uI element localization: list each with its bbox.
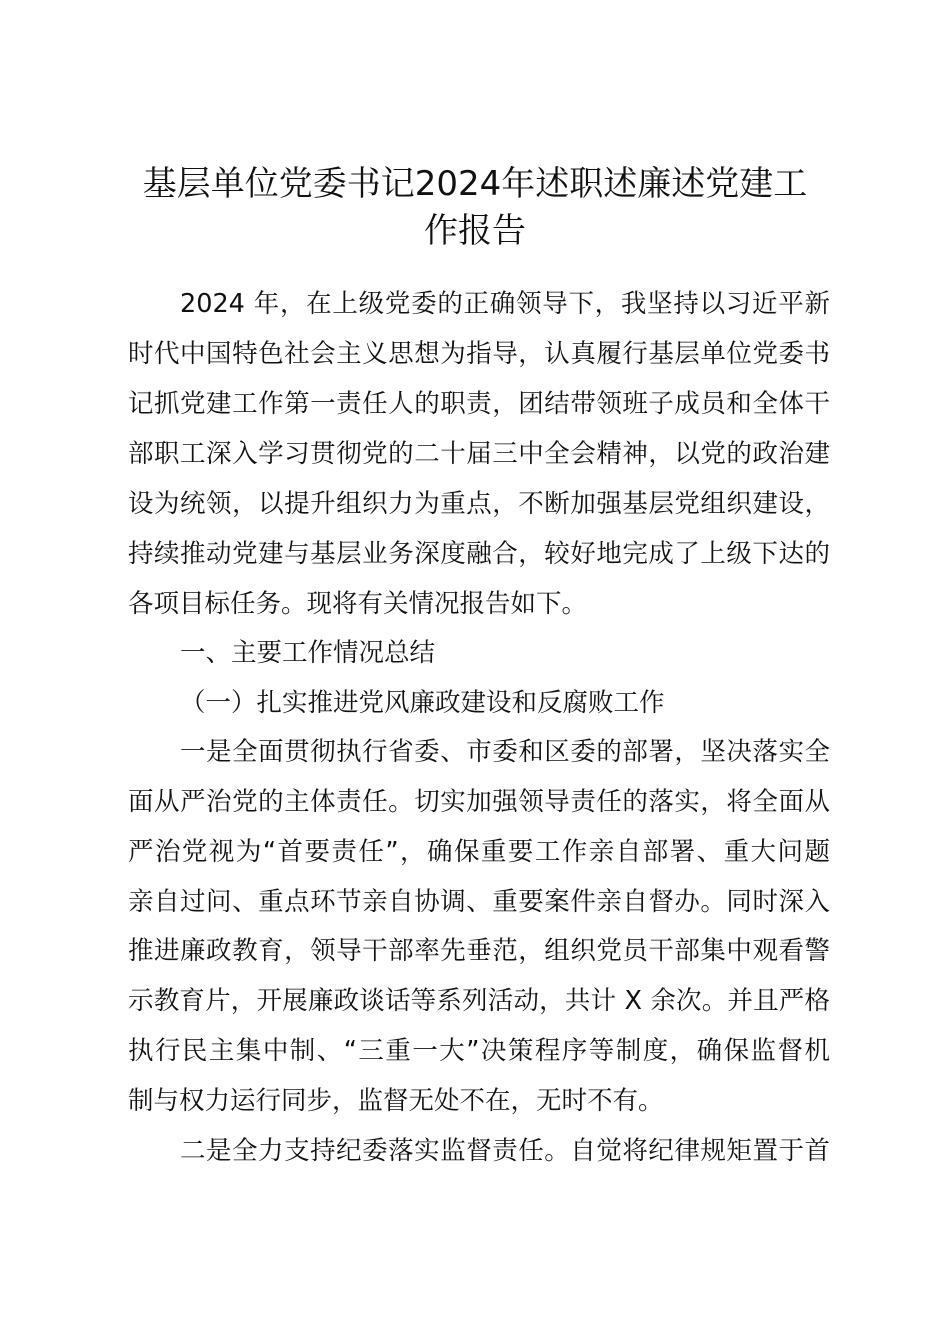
text-line: 执行民主集中制、“三重一大”决策程序等制度，确保监督机 <box>128 1036 830 1066</box>
subsection-heading: （一）扎实推进党风廉政建设和反腐败工作 <box>180 688 665 718</box>
section-heading: 一、主要工作情况总结 <box>180 638 436 668</box>
text-line: 各项目标任务。现将有关情况报告如下。 <box>128 589 588 619</box>
text-line: 亲自过问、重点环节亲自协调、重要案件亲自督办。同时深入 <box>128 887 830 917</box>
text-line: 示教育片，开展廉政谈话等系列活动，共计 X 余次。并且严格 <box>128 986 830 1016</box>
text-line: 部职工深入学习贯彻党的二十届三中全会精神，以党的政治建 <box>128 439 830 469</box>
text-line: 制与权力运行同步，监督无处不在，无时不有。 <box>128 1086 664 1116</box>
text-line: 严治党视为“首要责任”，确保重要工作亲自部署、重大问题 <box>128 837 830 867</box>
text-line: 持续推动党建与基层业务深度融合，较好地完成了上级下达的 <box>128 539 830 569</box>
text-line: 一是全面贯彻执行省委、市委和区委的部署，坚决落实全 <box>180 737 830 767</box>
document-title-line-2: 作报告 <box>424 211 526 251</box>
text-line: 记抓党建工作第一责任人的职责，团结带领班子成员和全体干 <box>128 389 830 419</box>
paragraph-point-two-line: 二是全力支持纪委落实监督责任。自觉将纪律规矩置于首 <box>180 1136 830 1166</box>
text-line: 设为统领，以提升组织力为重点，不断加强基层党组织建设， <box>128 489 830 519</box>
text-line: 时代中国特色社会主义思想为指导，认真履行基层单位党委书 <box>128 339 830 369</box>
text-line: 推进廉政教育，领导干部率先垂范，组织党员干部集中观看警 <box>128 936 830 966</box>
text-line: 面从严治党的主体责任。切实加强领导责任的落实，将全面从 <box>128 787 830 817</box>
document-title-line-1: 基层单位党委书记2024年述职述廉述党建工 <box>142 164 808 204</box>
text-line: 2024 年，在上级党委的正确领导下，我坚持以习近平新 <box>180 289 830 319</box>
